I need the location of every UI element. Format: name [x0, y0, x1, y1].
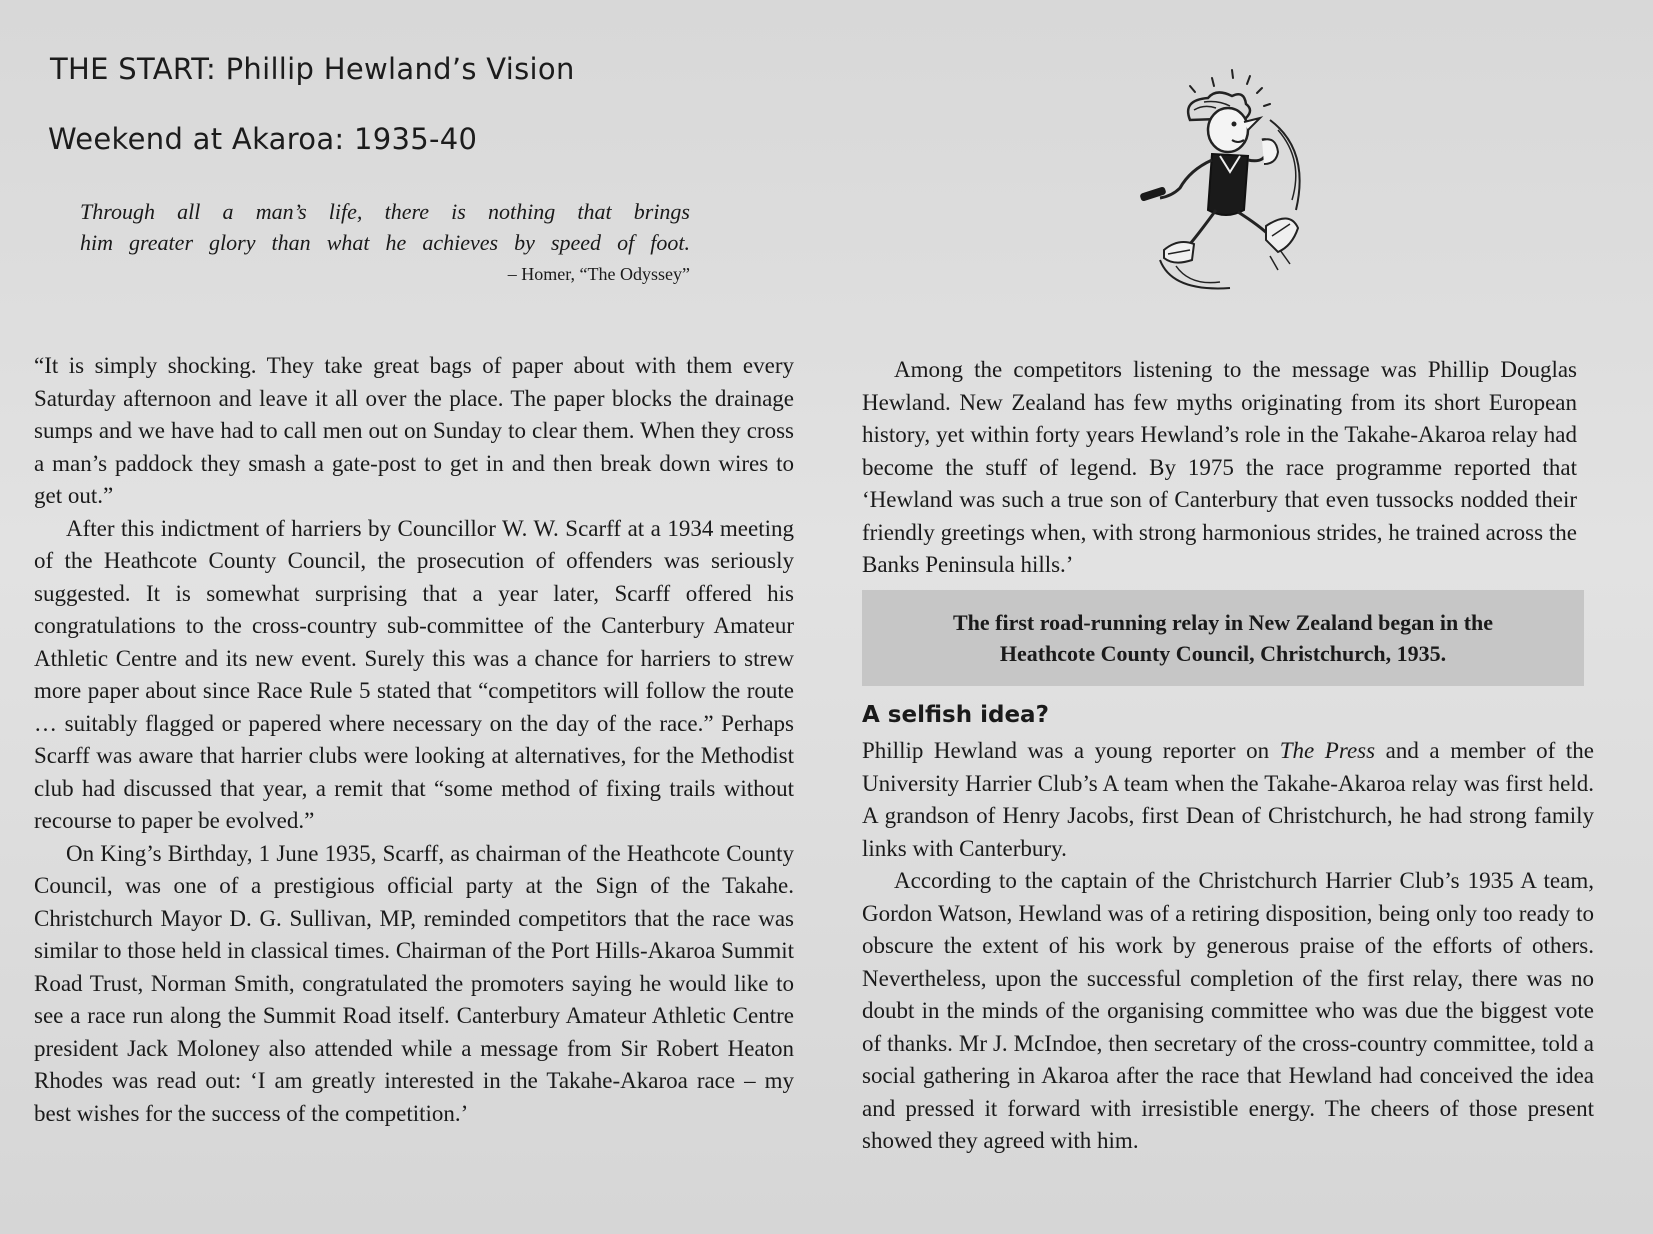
epigraph-quote: [80, 196, 690, 258]
body-paragraph: Among the competitors listening to the message was Phillip Douglas Hewland. New Zealand has few myths originating from its short European history, yet within forty years Hewland’s role in the Takahe-Akaroa relay had become the stuff of legend. By 1975 the race programme reported that ‘Hewland was such a true son of Canterbury that even tussocks nodded their friendly greetings when, with strong harmonious strides, he trained across the Banks Peninsula hills.’: [862, 357, 1577, 577]
epigraph-line: Through all a man’s life, there is nothing that brings: [80, 199, 690, 224]
body-paragraph: After this indictment of harriers by Councillor W. W. Scarff at a 1934 meeting of the Heathcote County Council, the prosecution of offenders was seriously suggested. It is somewhat surprising that a year later, Scarff offered his congratulations to the cross-country sub-committee of the Canterbury Amateur Athletic Centre and its new event. Surely this was a chance for harriers to strew more paper about since Race Rule 5 stated that “competitors will follow the route … suitably flagged or papered where necessary on the day of the race.” Perhaps Scarff was aware that harrier clubs were looking at alternatives, for the Methodist club had discussed that year, a remit that “some method of fixing trails without recourse to paper be evolved.”: [34, 515, 794, 833]
right-column-body: [862, 735, 1594, 1158]
body-paragraph: “It is simply shocking. They take great bags of paper about with them every Saturday afternoon and leave it all over the place. The paper blocks the drainage sumps and we have had to call men out on Sunday to clear them. When they cross a man’s paddock they smash a gate-post to get in and then break down wires to get out.”: [34, 353, 794, 508]
body-paragraph: [862, 735, 1594, 865]
epigraph-line: him greater glory than what he achieves by speed of foot.: [80, 230, 690, 255]
callout-box: [862, 590, 1584, 686]
body-paragraph: According to the captain of the Christchurch Harrier Club’s 1935 A team, Gordon Watson, Hewland was of a retiring disposition, being only too ready to obscure the extent of his work by generous praise of the efforts of others. Nevertheless, upon the successful completion of the first relay, there was no doubt in the minds of the organising committee who was due the biggest vote of thanks. Mr J. McIndoe, then secretary of the cross-country committee, told a social gathering in Akaroa after the race that Hewland had conceived the idea and pressed it forward with irresistible energy. The cheers of those present showed they agreed with him.: [862, 868, 1594, 1153]
cartoon-runner-with-baton-icon: [1120, 60, 1320, 300]
left-column: [34, 350, 794, 1130]
right-column-intro: [862, 354, 1577, 582]
section-subheading: A selfish idea?: [862, 702, 1049, 728]
chapter-title: THE START: Phillip Hewland’s Vision: [50, 52, 575, 86]
newspaper-title: The Press: [1279, 738, 1376, 763]
callout-line: Heathcote County Council, Christchurch, 1935.: [999, 641, 1447, 666]
chapter-subtitle: Weekend at Akaroa: 1935-40: [48, 122, 478, 156]
text-run: Phillip Hewland was a young reporter on: [862, 738, 1280, 763]
text-run: and a member of the University Harrier Club’s A team when the Takahe-Akaroa relay was first held. A grandson of Henry Jacobs, first Dean of Christchurch, he had strong family links with Canterbury.: [862, 738, 1594, 861]
epigraph-attribution: – Homer, “The Odyssey”: [507, 264, 690, 284]
callout-line: The first road-running relay in New Zealand began in the: [952, 610, 1494, 635]
body-paragraph: On King’s Birthday, 1 June 1935, Scarff, as chairman of the Heathcote County Council, was one of a prestigious official party at the Sign of the Takahe. Christchurch Mayor D. G. Sullivan, MP, reminded competitors that the race was similar to those held in classical times. Chairman of the Port Hills-Akaroa Summit Road Trust, Norman Smith, congratulated the promoters saying he would like to see a race run along the Summit Road itself. Canterbury Amateur Athletic Centre president Jack Moloney also attended while a message from Sir Robert Heaton Rhodes was read out: ‘I am greatly interested in the Takahe-Akaroa race – my best wishes for the success of the competition.’: [34, 840, 794, 1126]
